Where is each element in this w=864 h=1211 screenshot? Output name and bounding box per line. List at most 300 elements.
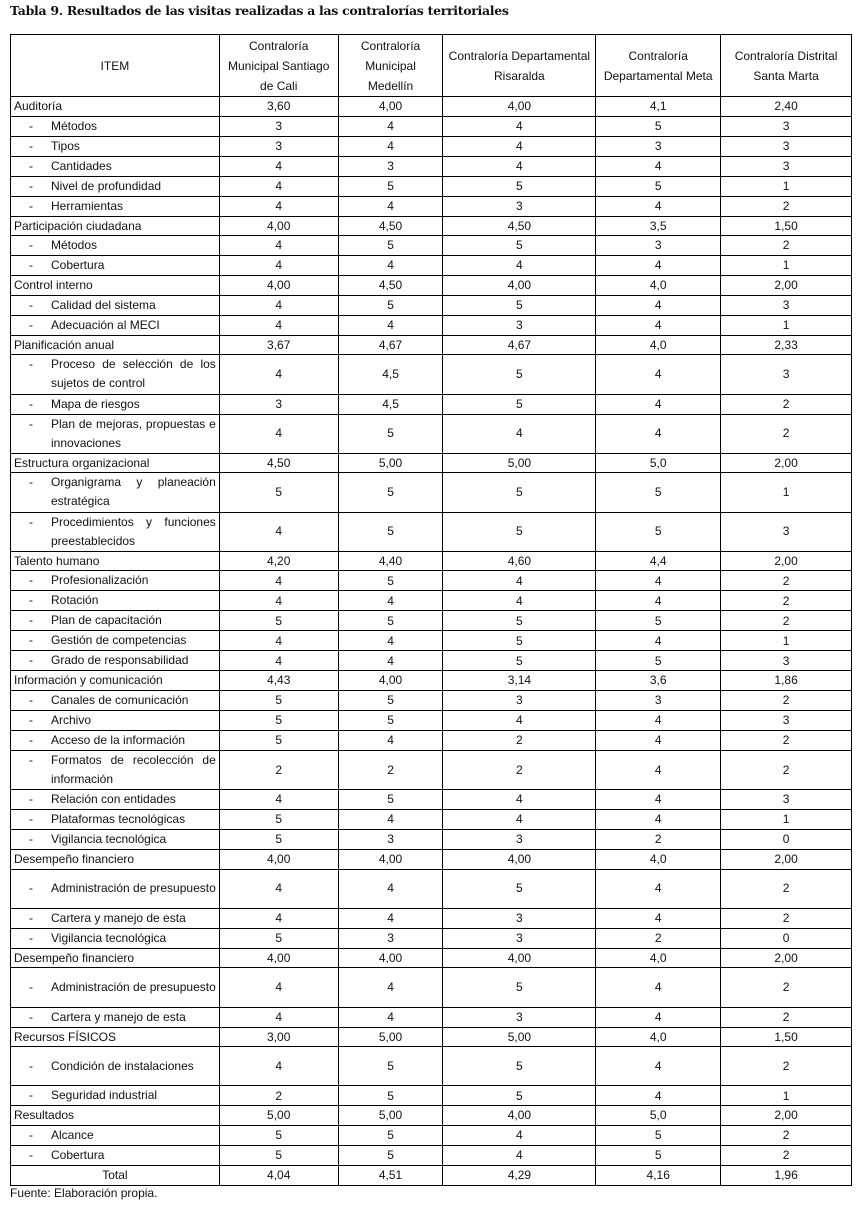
value-cell: 3 xyxy=(443,1007,596,1027)
bullet-dash: - xyxy=(29,881,33,896)
bullet-dash: - xyxy=(29,258,33,273)
group-row xyxy=(11,335,852,355)
value-cell: 2 xyxy=(721,1126,852,1146)
item-label: Alcance xyxy=(51,1128,94,1143)
value-cell: 3 xyxy=(443,830,596,850)
value-cell: 4,00 xyxy=(338,97,443,117)
value-cell: 4 xyxy=(443,810,596,830)
bullet-dash: - xyxy=(29,980,33,995)
value-cell: 4 xyxy=(219,631,338,651)
item-cell xyxy=(11,611,220,631)
item-label: Plataformas tecnológicas xyxy=(51,812,186,827)
table-row xyxy=(11,256,852,276)
item-cell xyxy=(11,750,220,789)
value-cell: 4 xyxy=(596,355,721,394)
item-cell xyxy=(11,591,220,611)
value-cell: 5 xyxy=(443,512,596,551)
value-cell: 4 xyxy=(219,1007,338,1027)
item-cell xyxy=(11,631,220,651)
value-cell: 2 xyxy=(443,750,596,789)
item-label: Tipos xyxy=(51,138,80,153)
value-cell: 1 xyxy=(721,473,852,512)
value-cell: 4,00 xyxy=(338,948,443,968)
group-row xyxy=(11,551,852,571)
item-label: Relación con entidades xyxy=(51,792,176,807)
value-cell: 2 xyxy=(721,908,852,928)
value-cell: 4 xyxy=(219,295,338,315)
results-table xyxy=(10,34,852,1186)
value-cell: 4,51 xyxy=(338,1166,443,1186)
item-cell xyxy=(11,116,220,136)
value-cell: 3 xyxy=(443,908,596,928)
value-cell: 5 xyxy=(338,1086,443,1106)
table-row xyxy=(11,1126,852,1146)
value-cell: 4,00 xyxy=(443,97,596,117)
value-cell: 4,43 xyxy=(219,671,338,691)
item-cell: Participación ciudadana xyxy=(11,216,220,236)
item-label: Plan de capacitación xyxy=(51,613,162,628)
value-cell: 3 xyxy=(596,690,721,710)
value-cell: 4 xyxy=(219,156,338,176)
value-cell: 1 xyxy=(721,256,852,276)
value-cell: 2 xyxy=(721,414,852,453)
table-row xyxy=(11,1146,852,1166)
value-cell: 2 xyxy=(721,968,852,1007)
value-cell: 4 xyxy=(443,1126,596,1146)
item-cell xyxy=(11,295,220,315)
value-cell: 4 xyxy=(338,651,443,671)
value-cell: 4 xyxy=(596,908,721,928)
value-cell: 4 xyxy=(443,136,596,156)
group-row xyxy=(11,671,852,691)
header-risaralda: Contraloría Departamental Risaralda xyxy=(443,35,596,97)
group-row xyxy=(11,453,852,473)
item-cell xyxy=(11,473,220,512)
item-label: Nivel de profundidad xyxy=(51,178,162,193)
item-label: Administración de presupuesto xyxy=(51,881,216,896)
bullet-dash: - xyxy=(29,475,33,490)
bullet-dash: - xyxy=(29,1128,33,1143)
item-cell xyxy=(11,156,220,176)
value-cell: 4 xyxy=(338,591,443,611)
value-cell: 5 xyxy=(443,394,596,414)
bullet-dash: - xyxy=(29,613,33,628)
value-cell: 5 xyxy=(338,571,443,591)
table-row xyxy=(11,394,852,414)
item-label: Proceso de selección de los sujetos de control xyxy=(51,357,216,391)
value-cell: 3,5 xyxy=(596,216,721,236)
item-label: Cobertura xyxy=(51,1148,105,1163)
value-cell: 4 xyxy=(596,571,721,591)
bullet-dash: - xyxy=(29,158,33,173)
item-label: Vigilancia tecnológica xyxy=(51,832,167,847)
value-cell: 4 xyxy=(443,790,596,810)
value-cell: 4 xyxy=(596,196,721,216)
item-cell xyxy=(11,1007,220,1027)
total-row xyxy=(11,1166,852,1186)
value-cell: 5 xyxy=(596,473,721,512)
item-label: Herramientas xyxy=(51,198,124,213)
value-cell: 4 xyxy=(596,750,721,789)
value-cell: 4,50 xyxy=(338,216,443,236)
table-row xyxy=(11,414,852,453)
item-label: Canales de comunicación xyxy=(51,692,189,707)
value-cell: 4,00 xyxy=(443,1106,596,1126)
value-cell: 4,0 xyxy=(596,850,721,870)
value-cell: 4 xyxy=(338,810,443,830)
table-row xyxy=(11,1007,852,1027)
value-cell: 4 xyxy=(443,414,596,453)
value-cell: 3 xyxy=(721,512,852,551)
item-label: Seguridad industrial xyxy=(51,1088,158,1103)
value-cell: 4,4 xyxy=(596,551,721,571)
value-cell: 3 xyxy=(443,928,596,948)
value-cell: 4,29 xyxy=(443,1166,596,1186)
value-cell: 5 xyxy=(219,611,338,631)
value-cell: 4 xyxy=(596,869,721,908)
value-cell: 4 xyxy=(596,1086,721,1106)
value-cell: 3 xyxy=(219,116,338,136)
item-cell xyxy=(11,414,220,453)
table-title: Tabla 9. Resultados de las visitas realizadas a las contralorías territoriales xyxy=(10,3,509,18)
value-cell: 2,33 xyxy=(721,335,852,355)
bullet-dash: - xyxy=(29,712,33,727)
value-cell: 5 xyxy=(596,651,721,671)
table-row xyxy=(11,651,852,671)
item-cell xyxy=(11,690,220,710)
source-note: Fuente: Elaboración propia. xyxy=(10,1186,158,1200)
value-cell: 5,00 xyxy=(443,453,596,473)
bullet-dash: - xyxy=(29,238,33,253)
value-cell: 2 xyxy=(721,690,852,710)
item-label: Acceso de la información xyxy=(51,732,186,747)
value-cell: 4,1 xyxy=(596,97,721,117)
value-cell: 3 xyxy=(721,651,852,671)
item-cell: Estructura organizacional xyxy=(11,453,220,473)
value-cell: 4 xyxy=(338,256,443,276)
table-row xyxy=(11,869,852,908)
value-cell: 5 xyxy=(443,869,596,908)
value-cell: 4,00 xyxy=(443,850,596,870)
bullet-dash: - xyxy=(29,1148,33,1163)
bullet-dash: - xyxy=(29,138,33,153)
item-label: Rotación xyxy=(51,593,99,608)
item-cell xyxy=(11,394,220,414)
value-cell: 2 xyxy=(219,750,338,789)
value-cell: 5 xyxy=(338,690,443,710)
bullet-dash: - xyxy=(29,653,33,668)
value-cell: 5 xyxy=(338,414,443,453)
bullet-dash: - xyxy=(29,396,33,411)
item-cell xyxy=(11,710,220,730)
value-cell: 4 xyxy=(219,355,338,394)
value-cell: 4 xyxy=(338,116,443,136)
value-cell: 2 xyxy=(721,196,852,216)
table-row xyxy=(11,730,852,750)
value-cell: 4 xyxy=(219,651,338,671)
bullet-dash: - xyxy=(29,514,33,529)
value-cell: 4 xyxy=(443,571,596,591)
group-row xyxy=(11,97,852,117)
value-cell: 5 xyxy=(443,968,596,1007)
value-cell: 3 xyxy=(721,790,852,810)
value-cell: 1,50 xyxy=(721,216,852,236)
item-label: Profesionalización xyxy=(51,573,149,588)
item-cell xyxy=(11,1126,220,1146)
bullet-dash: - xyxy=(29,1009,33,1024)
value-cell: 4 xyxy=(596,810,721,830)
value-cell: 2 xyxy=(596,928,721,948)
item-cell xyxy=(11,1086,220,1106)
header-item: ITEM xyxy=(11,35,220,97)
item-label: Grado de responsabilidad xyxy=(51,653,189,668)
value-cell: 3,14 xyxy=(443,671,596,691)
value-cell: 5 xyxy=(338,790,443,810)
value-cell: 4,00 xyxy=(443,276,596,296)
value-cell: 3 xyxy=(338,928,443,948)
item-label: Gestión de competencias xyxy=(51,633,187,648)
value-cell: 4 xyxy=(219,315,338,335)
item-cell: Auditoría xyxy=(11,97,220,117)
value-cell: 5 xyxy=(596,176,721,196)
value-cell: 4 xyxy=(219,790,338,810)
bullet-dash: - xyxy=(29,930,33,945)
value-cell: 2 xyxy=(721,750,852,789)
value-cell: 4 xyxy=(443,256,596,276)
table-row xyxy=(11,1047,852,1086)
value-cell: 5 xyxy=(596,512,721,551)
value-cell: 4 xyxy=(338,968,443,1007)
item-cell xyxy=(11,790,220,810)
value-cell: 4 xyxy=(219,869,338,908)
item-label: Mapa de riesgos xyxy=(51,396,140,411)
value-cell: 4 xyxy=(596,968,721,1007)
table-row xyxy=(11,968,852,1007)
value-cell: 5 xyxy=(219,830,338,850)
value-cell: 5 xyxy=(443,236,596,256)
value-cell: 3 xyxy=(596,236,721,256)
item-label: Plan de mejoras, propuestas e innovaciones xyxy=(51,416,216,450)
value-cell: 4 xyxy=(219,571,338,591)
value-cell: 2,00 xyxy=(721,850,852,870)
header-medellin: Contraloría Municipal Medellín xyxy=(338,35,443,97)
table-row xyxy=(11,512,852,551)
value-cell: 5 xyxy=(443,176,596,196)
table-row xyxy=(11,116,852,136)
value-cell: 5 xyxy=(219,810,338,830)
table-row xyxy=(11,830,852,850)
value-cell: 3,6 xyxy=(596,671,721,691)
value-cell: 4,50 xyxy=(219,453,338,473)
item-cell xyxy=(11,830,220,850)
item-cell xyxy=(11,1146,220,1166)
value-cell: 4 xyxy=(443,591,596,611)
value-cell: 4 xyxy=(596,730,721,750)
value-cell: 5 xyxy=(443,651,596,671)
value-cell: 1 xyxy=(721,176,852,196)
table-row xyxy=(11,928,852,948)
item-cell xyxy=(11,651,220,671)
table-row xyxy=(11,908,852,928)
value-cell: 4 xyxy=(219,176,338,196)
bullet-dash: - xyxy=(29,416,33,431)
value-cell: 2 xyxy=(443,730,596,750)
value-cell: 3 xyxy=(721,295,852,315)
item-cell xyxy=(11,908,220,928)
value-cell: 2 xyxy=(721,571,852,591)
bullet-dash: - xyxy=(29,1088,33,1103)
value-cell: 2,00 xyxy=(721,551,852,571)
value-cell: 5 xyxy=(219,710,338,730)
item-cell xyxy=(11,196,220,216)
item-label: Métodos xyxy=(51,238,98,253)
item-label: Calidad del sistema xyxy=(51,297,156,312)
value-cell: 4 xyxy=(338,869,443,908)
value-cell: 5 xyxy=(338,611,443,631)
value-cell: 3 xyxy=(721,355,852,394)
value-cell: 4,00 xyxy=(338,671,443,691)
bullet-dash: - xyxy=(29,753,33,767)
table-row xyxy=(11,473,852,512)
value-cell: 4,00 xyxy=(443,948,596,968)
value-cell: 4,04 xyxy=(219,1166,338,1186)
item-cell xyxy=(11,928,220,948)
value-cell: 4 xyxy=(338,908,443,928)
value-cell: 4 xyxy=(596,710,721,730)
value-cell: 4 xyxy=(338,196,443,216)
value-cell: 4 xyxy=(443,710,596,730)
item-cell xyxy=(11,810,220,830)
value-cell: 3 xyxy=(721,136,852,156)
value-cell: 4 xyxy=(596,256,721,276)
value-cell: 4 xyxy=(596,591,721,611)
item-label: Cobertura xyxy=(51,258,105,273)
value-cell: 4 xyxy=(338,136,443,156)
table-row xyxy=(11,355,852,394)
value-cell: 5 xyxy=(443,611,596,631)
item-label: Cartera y manejo de esta xyxy=(51,1009,186,1024)
bullet-dash: - xyxy=(29,692,33,707)
value-cell: 1 xyxy=(721,810,852,830)
value-cell: 4,00 xyxy=(219,850,338,870)
value-cell: 1 xyxy=(721,631,852,651)
table-row xyxy=(11,571,852,591)
value-cell: 5 xyxy=(219,1126,338,1146)
bullet-dash: - xyxy=(29,792,33,807)
value-cell: 1 xyxy=(721,315,852,335)
bullet-dash: - xyxy=(29,812,33,827)
value-cell: 4 xyxy=(596,295,721,315)
value-cell: 3 xyxy=(721,710,852,730)
value-cell: 3 xyxy=(721,116,852,136)
value-cell: 3 xyxy=(219,394,338,414)
value-cell: 4 xyxy=(596,631,721,651)
bullet-dash: - xyxy=(29,198,33,213)
value-cell: 3 xyxy=(443,315,596,335)
value-cell: 5 xyxy=(443,473,596,512)
item-label: Administración de presupuesto xyxy=(51,980,216,995)
value-cell: 4 xyxy=(596,414,721,453)
value-cell: 2 xyxy=(721,236,852,256)
value-cell: 4,40 xyxy=(338,551,443,571)
value-cell: 4 xyxy=(443,1146,596,1166)
value-cell: 4,16 xyxy=(596,1166,721,1186)
value-cell: 4 xyxy=(596,156,721,176)
value-cell: 3 xyxy=(596,136,721,156)
value-cell: 4,00 xyxy=(338,850,443,870)
value-cell: 1,50 xyxy=(721,1027,852,1047)
value-cell: 4 xyxy=(443,156,596,176)
value-cell: 2 xyxy=(721,869,852,908)
group-row xyxy=(11,1027,852,1047)
value-cell: 4,60 xyxy=(443,551,596,571)
item-label: Archivo xyxy=(51,712,92,727)
table-row xyxy=(11,631,852,651)
item-cell: Información y comunicación xyxy=(11,671,220,691)
value-cell: 4 xyxy=(219,591,338,611)
value-cell: 5,00 xyxy=(338,1027,443,1047)
table-row xyxy=(11,591,852,611)
value-cell: 5 xyxy=(443,631,596,651)
value-cell: 5 xyxy=(338,710,443,730)
value-cell: 5 xyxy=(338,1146,443,1166)
item-cell: Resultados xyxy=(11,1106,220,1126)
value-cell: 2,00 xyxy=(721,453,852,473)
value-cell: 4 xyxy=(338,631,443,651)
item-label: Formatos de recolección de información xyxy=(51,753,216,786)
value-cell: 1,86 xyxy=(721,671,852,691)
item-cell: Talento humano xyxy=(11,551,220,571)
value-cell: 4 xyxy=(338,315,443,335)
value-cell: 5 xyxy=(219,690,338,710)
value-cell: 5,0 xyxy=(596,1106,721,1126)
header-row xyxy=(11,35,852,97)
group-row xyxy=(11,850,852,870)
value-cell: 4 xyxy=(596,315,721,335)
item-cell: Planificación anual xyxy=(11,335,220,355)
value-cell: 4 xyxy=(219,236,338,256)
value-cell: 2,00 xyxy=(721,1106,852,1126)
value-cell: 5,00 xyxy=(219,1106,338,1126)
item-cell: Control interno xyxy=(11,276,220,296)
value-cell: 5 xyxy=(338,512,443,551)
value-cell: 3 xyxy=(338,830,443,850)
bullet-dash: - xyxy=(29,910,33,925)
value-cell: 3 xyxy=(721,156,852,176)
value-cell: 2 xyxy=(338,750,443,789)
value-cell: 5 xyxy=(443,1086,596,1106)
value-cell: 5 xyxy=(596,1126,721,1146)
bullet-dash: - xyxy=(29,297,33,312)
value-cell: 4,50 xyxy=(338,276,443,296)
value-cell: 5 xyxy=(219,473,338,512)
item-cell xyxy=(11,730,220,750)
value-cell: 4 xyxy=(596,790,721,810)
table-row xyxy=(11,315,852,335)
table-row xyxy=(11,236,852,256)
table-row xyxy=(11,176,852,196)
value-cell: 5,00 xyxy=(338,1106,443,1126)
value-cell: 2 xyxy=(721,394,852,414)
value-cell: 3 xyxy=(219,136,338,156)
value-cell: 3,00 xyxy=(219,1027,338,1047)
value-cell: 4 xyxy=(219,256,338,276)
item-label: Condición de instalaciones xyxy=(51,1058,194,1073)
table-row xyxy=(11,690,852,710)
value-cell: 2 xyxy=(721,1047,852,1086)
value-cell: 4,20 xyxy=(219,551,338,571)
value-cell: 2 xyxy=(219,1086,338,1106)
